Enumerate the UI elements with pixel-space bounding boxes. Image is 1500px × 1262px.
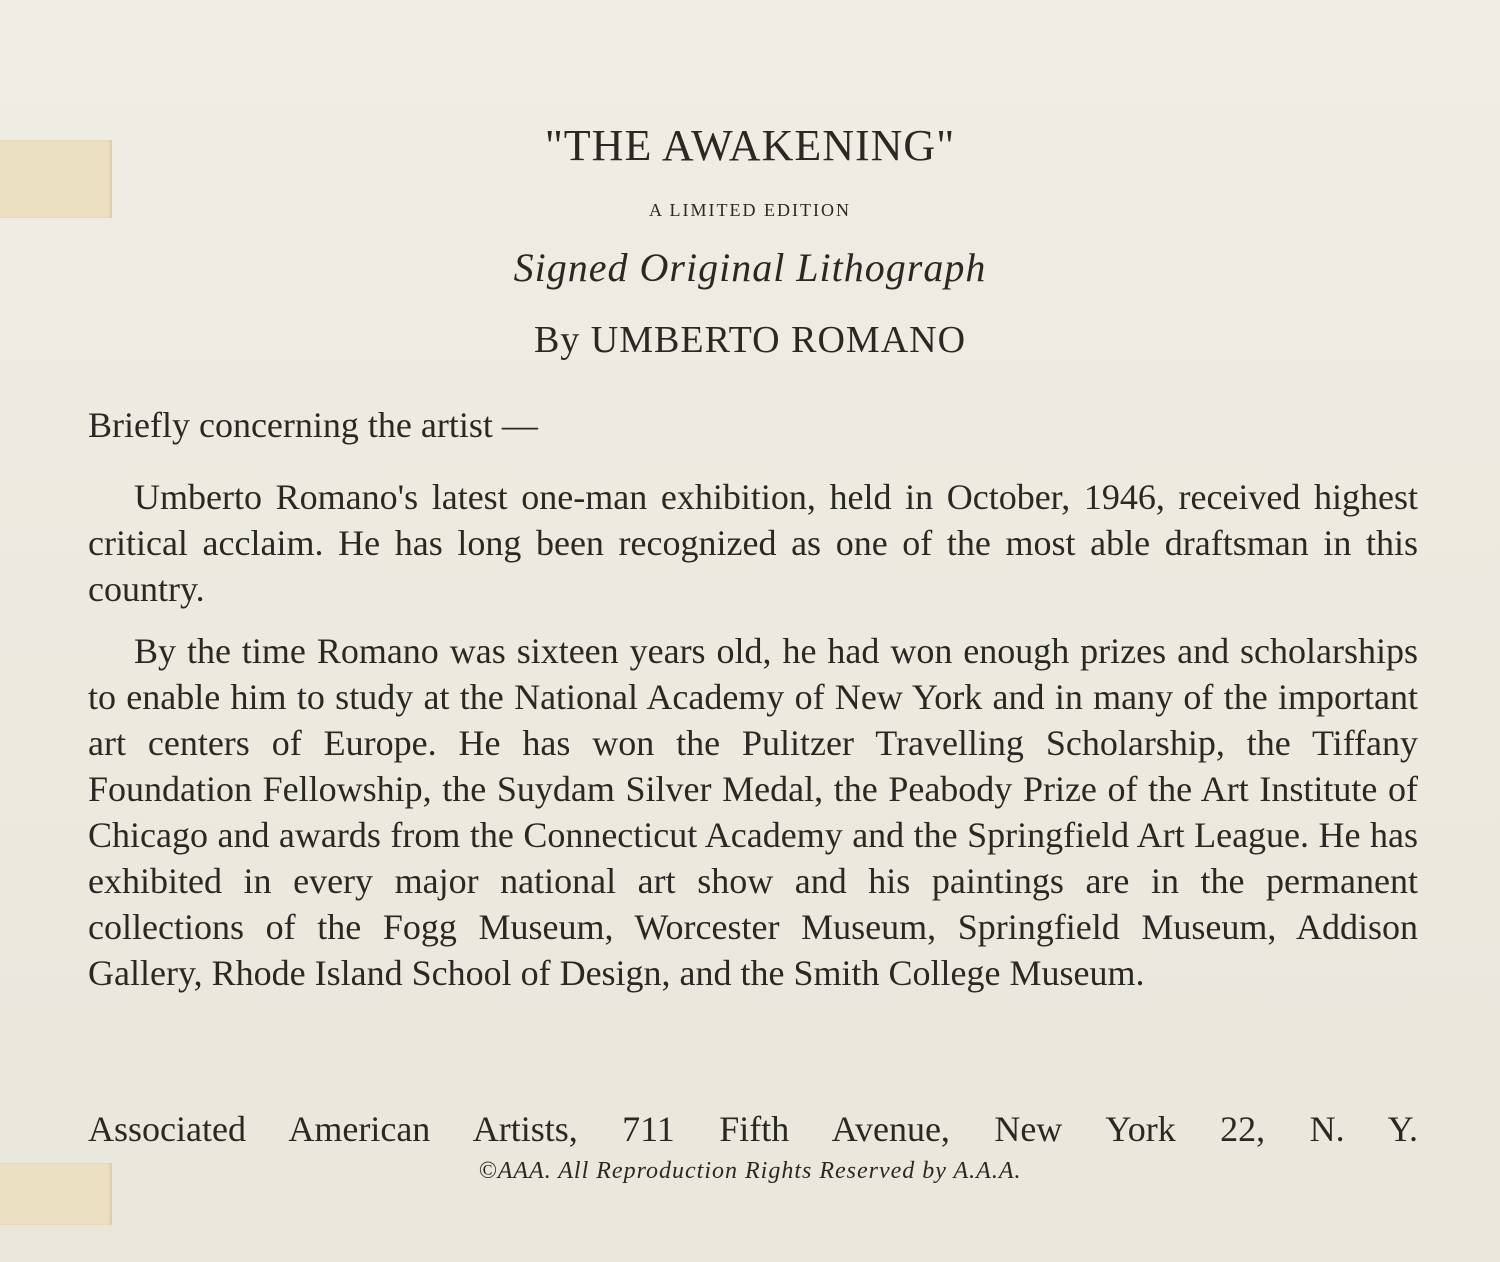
publisher-address: Associated American Artists, 711 Fifth Avenue, New York 22, N. Y. xyxy=(88,1109,1418,1149)
copyright-notice: ©AAA. All Reproduction Rights Reserved by A.A.A. xyxy=(478,1158,1022,1184)
paragraph-exhibition: Umberto Romano's latest one-man exhibition, held in October, 1946, received highest critical acclaim. He has long been recognized as one of the most able draftsman in this country. xyxy=(88,477,1418,609)
paragraph-biography: By the time Romano was sixteen years old, he had won enough prizes and scholarships to enable him to study at the National Academy of New York and in many of the important art centers of Europe. He has won the Pulitzer Travelling Scholarship, the Tiffany Foundation Fellowship, the Suydam Silver Medal, the Peabody Prize of the Art Institute of Chicago and awards from the Connecticut Academy and the Springfield Art League. He has exhibited in every major national art show and his paintings are in the permanent collections of the Fogg Museum, Worcester Museum, Springfield Museum, Addison Gallery, Rhode Island School of Design, and the Smith College Museum. xyxy=(88,631,1418,993)
medium-line: Signed Original Lithograph xyxy=(513,245,987,290)
document-title: "THE AWAKENING" xyxy=(544,121,956,170)
edition-subtitle: A LIMITED EDITION xyxy=(649,200,851,220)
artist-byline: By UMBERTO ROMANO xyxy=(533,319,967,361)
intro-line: Briefly concerning the artist — xyxy=(88,405,538,445)
